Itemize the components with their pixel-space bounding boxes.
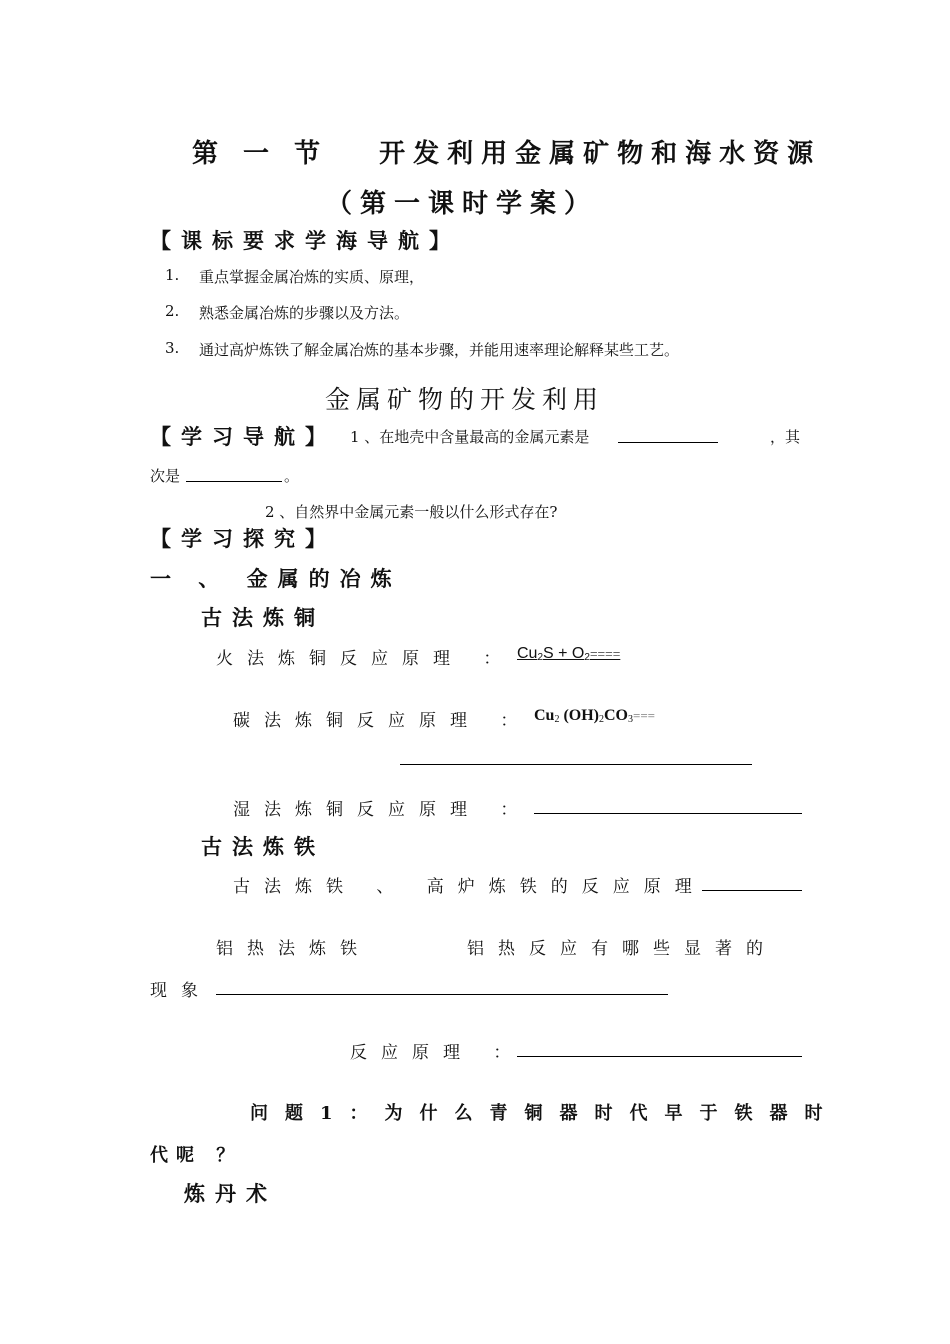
thermite-method-label: 铝热法炼铁	[216, 939, 371, 959]
alchemy-heading: 炼丹术	[184, 1181, 277, 1206]
thermite-principle-blank[interactable]	[517, 1056, 802, 1057]
question-2-text: 2 、自然界中金属元素一般以什么形式存在?	[265, 503, 558, 521]
carbon-formula-co: CO	[604, 707, 628, 724]
objective-2-text: 熟悉金属冶炼的步骤以及方法。	[199, 304, 410, 322]
question-1-text: 1 、在地壳中含量最高的金属元素是	[350, 428, 590, 446]
section-title: 金属矿物的开发利用	[325, 385, 605, 414]
ancient-copper-heading: 古法炼铜	[201, 605, 325, 630]
document-subtitle: （第一课时学案）	[326, 189, 599, 219]
carbon-answer-blank[interactable]	[400, 764, 752, 765]
carbon-formula-equals: ===	[633, 708, 655, 723]
wet-method-label: 湿法炼铜反应原理 ：	[233, 800, 532, 820]
thermite-principle-label: 反应原理 ：	[350, 1043, 525, 1063]
part-1-heading: 一 、 金属的冶炼	[150, 566, 402, 591]
carbon-formula-oh-sub: 2	[599, 714, 604, 725]
phenomenon-answer-blank[interactable]	[216, 994, 668, 995]
iron-answer-blank[interactable]	[702, 890, 802, 891]
phenomenon-label: 现象	[150, 981, 212, 1001]
carbon-method-formula	[534, 707, 655, 725]
standards-heading: 【课标要求学海导航】	[150, 228, 460, 253]
answer-blank-2[interactable]	[186, 481, 282, 482]
wet-answer-blank[interactable]	[534, 813, 802, 814]
fire-formula-cu-sub: 2	[537, 652, 544, 663]
objective-1-text: 重点掌握金属冶炼的实质、原理，	[199, 268, 425, 286]
question-bronze-age-line1: 问题1：为什么青铜器时代早于铁器时	[250, 1103, 840, 1124]
carbon-formula-oh: (OH)	[559, 707, 599, 724]
guide-heading: 【学习导航】	[150, 424, 336, 449]
thermite-question: 铝热反应有哪些显著的	[467, 939, 777, 959]
objective-3-text: 通过高炉炼铁了解金属冶炼的基本步骤，并能用速率理论解释某些工艺。	[199, 341, 680, 359]
question-1-tail: ，其	[770, 428, 801, 446]
iron-principle-label: 古法炼铁 、 高炉炼铁的反应原理	[233, 877, 706, 897]
fire-formula-cu: Cu	[517, 645, 538, 662]
fire-method-formula	[517, 645, 620, 663]
carbon-formula-cu: Cu	[534, 707, 555, 724]
objective-2-num: 2.	[165, 302, 180, 320]
explore-heading: 【学习探究】	[150, 526, 336, 551]
question-1-line2-start: 次是	[150, 467, 181, 485]
objective-3-num: 3.	[165, 339, 180, 357]
objective-1-num: 1.	[165, 266, 180, 284]
carbon-method-label: 碳法炼铜反应原理 ：	[233, 711, 532, 731]
question-bronze-age-line2: 代呢 ？	[150, 1145, 243, 1166]
question-1-line2-end: 。	[284, 467, 300, 485]
fire-formula-s-o: S + O	[543, 645, 585, 662]
ancient-iron-heading: 古法炼铁	[201, 834, 325, 859]
fire-formula-o-sub: 2	[584, 652, 590, 663]
document-title: 第 一 节 开发利用金属矿物和海水资源	[192, 139, 822, 169]
carbon-formula-co-sub: 3	[628, 714, 633, 725]
fire-method-label: 火法炼铜反应原理 ：	[216, 649, 515, 669]
carbon-formula-cu-sub: 2	[554, 714, 560, 725]
fire-formula-equals: ====	[589, 646, 621, 661]
answer-blank-1[interactable]	[618, 442, 718, 443]
